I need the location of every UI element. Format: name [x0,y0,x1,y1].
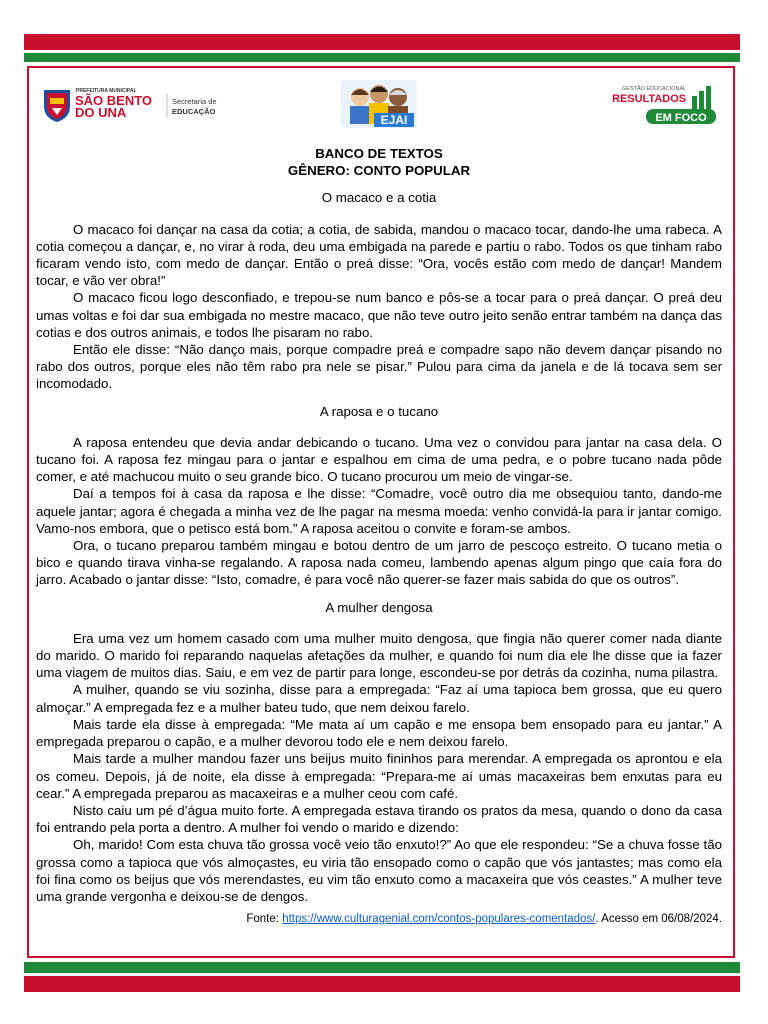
secretaria-label: Secretaria de [172,97,217,106]
ejai-logo [340,79,418,129]
source-suffix: . Acesso em 06/08/2024. [595,913,722,926]
story-paragraph: Era uma vez um homem casado com uma mulher muito dengosa, que fingia não querer comer nada diante do marido. O marido foi reparando naquelas afetações da mulher, e quando foi num dia ele lhe disse que ia fazer uma viagem de muitos dias. Saiu, e em vez de partir para longe, escondeu-se por detrás da cozinha, numa pilastra. [36,630,722,681]
story-paragraph: Ora, o tucano preparou também mingau e botou dentro de um jarro de pescoço estreito. O tucano metia o bico e quando tirava vinha-se regalando. A raposa nada comeu, lambendo apenas algum pingo que caía fora do jarro. Acabado o jantar disse: “Isto, comadre, é para você não querer-se fazer mais sabida do que os outros”. [36,538,722,588]
prefeitura-label: PREFEITURA MUNICIPAL [76,88,137,94]
story-paragraph: Mais tarde ela disse à empregada: “Me mata aí um capão e me ensopa bem ensopado para eu jantar.” A empregada preparou o capão, e a mulher devorou todo ele e nem deixou farelo. [36,716,722,750]
resultados-label: RESULTADOS [612,93,687,105]
source-citation [36,911,722,928]
bottom-green-band [24,962,740,973]
story-paragraph: Oh, marido! Com esta chuva tão grossa você veio tão enxuto!?” Ao que ele respondeu: “Se a chuva fosse tão grossa como a tapioca que vós almoçastes, eu viria tão ensopado como o capão que vós jantastes; mas como ela foi fina como os beijus que vós merendastes, eu vim tão enxuto como a macaxeira que vós ceastes.” A mulher teve uma grande vergonha e deixou-se de dengos. [36,837,722,904]
story-title: O macaco e a cotia [321,190,437,206]
story-paragraph: A mulher, quando se viu sozinha, disse para a empregada: “Faz aí uma tapioca bem grossa, que eu quero almoçar.” A empregada fez e a mulher bateu tudo, que nem deixou farelo. [36,682,722,715]
do-una-label: DO UNA [75,105,127,120]
story-paragraph: O macaco foi dançar na casa da cotia; a cotia, de sabida, mandou o macaco tocar, dando-lhe uma rabeca. A cotia começou a dançar, e, no virar à roda, deu uma embigada na parede e partiu o rabo. Todos os que tinham rabo ficaram vendo isto, com medo de dançar. Então o preá disse: “Ora, vocês estão com medo de dançar! Mandem tocar, e vão ver obra!” [36,221,722,289]
resultados-em-foco-logo [610,82,720,126]
sao-bento-do-una-logo [42,84,217,124]
bottom-red-band [24,976,740,992]
em-foco-label: EM FOCO [655,112,707,124]
sao-bento-label: SÃO BENTO [75,93,153,108]
story-paragraph: Mais tarde a mulher mandou fazer uns beijus muito fininhos para merendar. A empregada os aprontou e ela os comeu. Depois, já de noite, ela disse à empregada: “Prepara-me aí umas macaxeiras bem enxutas para eu cear.” A empregada preparou as macaxeiras e a mulher ceou com café. [36,751,722,801]
ejai-label: EJAI [380,113,408,127]
source-prefix: Fonte: [246,913,283,926]
story-paragraph: Daí a tempos foi à casa da raposa e lhe disse: “Comadre, você outro dia me obsequiou tanto, dando-me aquele jantar; agora é chegada a minha vez de lhe pagar na mesma moeda: venho convidá-la para ir jantar comigo. Vamo-nos embora, que o petisco está bom.” A raposa aceitou o convite e foram-se ambos. [36,486,722,536]
story-title: A raposa e o tucano [319,403,439,419]
story-paragraph: Então ele disse: “Não danço mais, porque compadre preá e compadre sapo não devem dançar pisando no rabo dos outros, porque eles não têm rabo pra nele se pisar.” Pulou para cima da janela e de lá tocava sem ser incomodado. [36,342,722,392]
source-link[interactable]: https://www.culturagenial.com/contos-populares-comentados/ [282,913,596,926]
document-title: BANCO DE TEXTOS [315,146,443,161]
educacao-label: EDUCAÇÃO [172,107,216,116]
story-paragraph: A raposa entendeu que devia andar debicando o tucano. Uma vez o convidou para jantar na casa dela. O tucano foi. A raposa fez mingau para o jantar e espalhou em cima de uma pedra, e o pobre tucano nada pôde comer, e até machucou muito o seu grande bico. O tucano procurou um meio de vingar-se. [36,434,722,485]
top-red-band [24,34,740,50]
story-paragraph: O macaco ficou logo desconfiado, e trepou-se num banco e pôs-se a tocar para o preá dançar. O preá deu umas voltas e foi dar sua embigada no mestre macaco, que não teve outro jeito senão entrar também na dança das cotias e dos outros animais, e todos lhe pisaram no rabo. [36,290,722,340]
gestao-label: GESTÃO EDUCACIONAL [622,86,687,92]
document-genre: GÊNERO: CONTO POPULAR [287,163,471,179]
story-title: A mulher dengosa [325,599,433,615]
story-paragraph: Nisto caiu um pé d’água muito forte. A empregada estava tirando os pratos da mesa, quando o dono da casa foi entrando pela porta a dentro. A mulher foi vendo o marido e dizendo: [36,802,722,836]
top-green-band [24,53,740,62]
document-body [36,145,722,940]
